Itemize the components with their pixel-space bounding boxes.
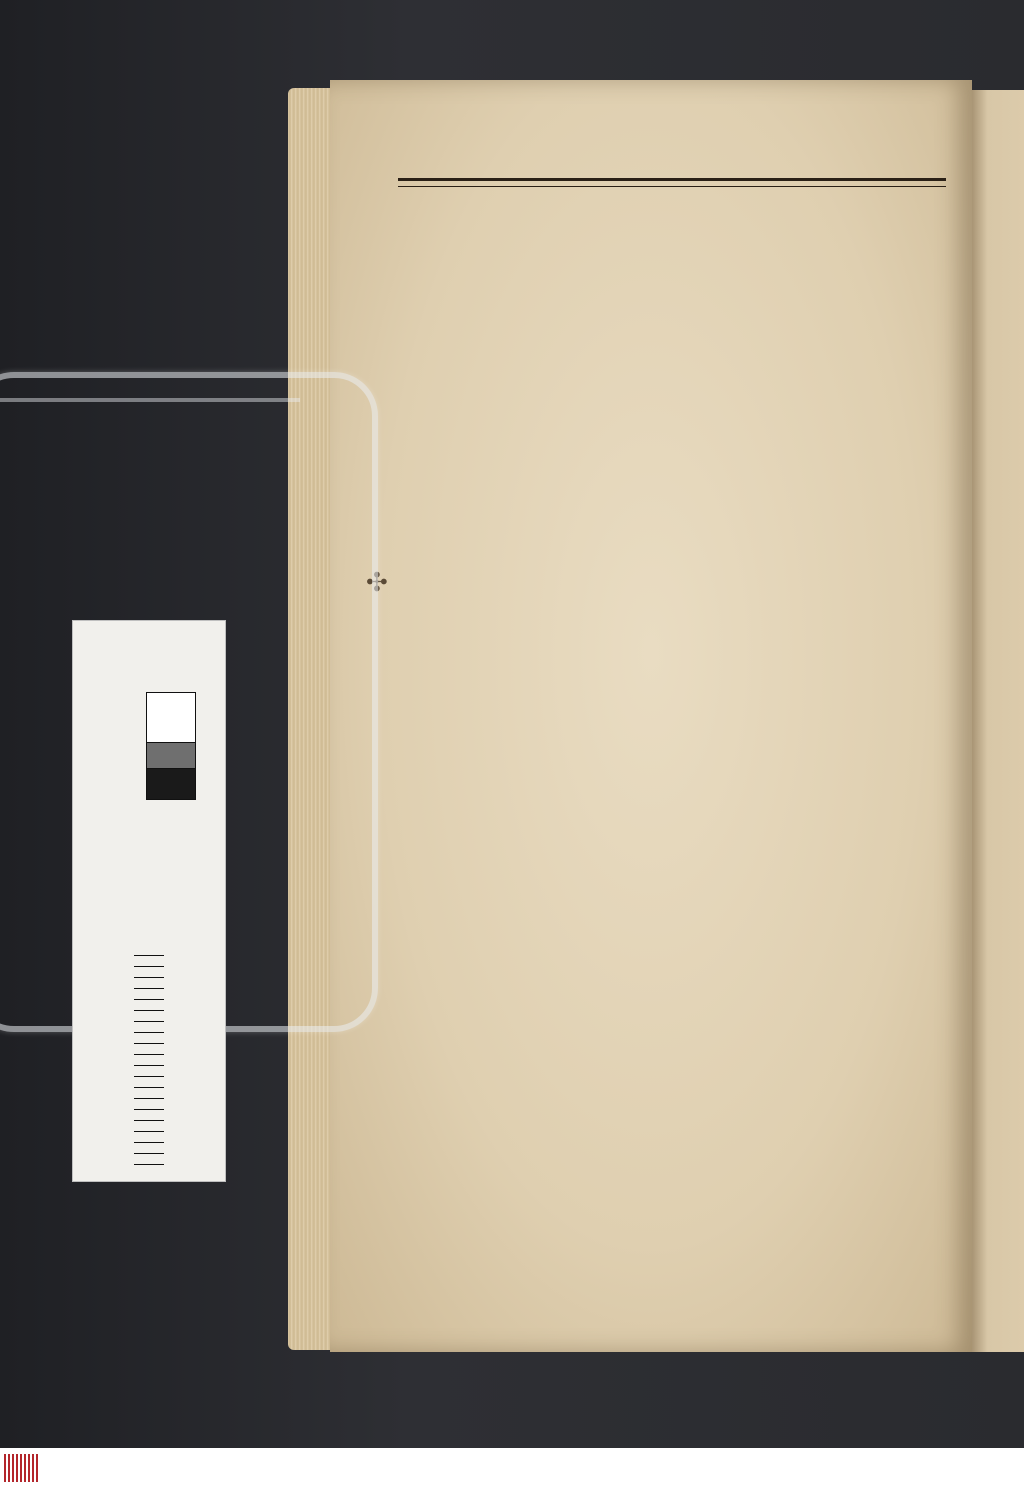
footer-bar	[0, 1448, 1024, 1488]
clamp-rod	[0, 398, 300, 402]
gray-patch-white	[146, 692, 196, 744]
book-page	[330, 80, 972, 1352]
ornament-icon: ✣	[366, 568, 388, 598]
header-rule	[398, 178, 946, 181]
hab-logo-icon	[4, 1454, 38, 1482]
gray-patch-black	[146, 768, 196, 800]
gray-patch-mid	[146, 742, 196, 770]
header-rule-thin	[398, 186, 946, 187]
facing-page	[972, 90, 1024, 1352]
